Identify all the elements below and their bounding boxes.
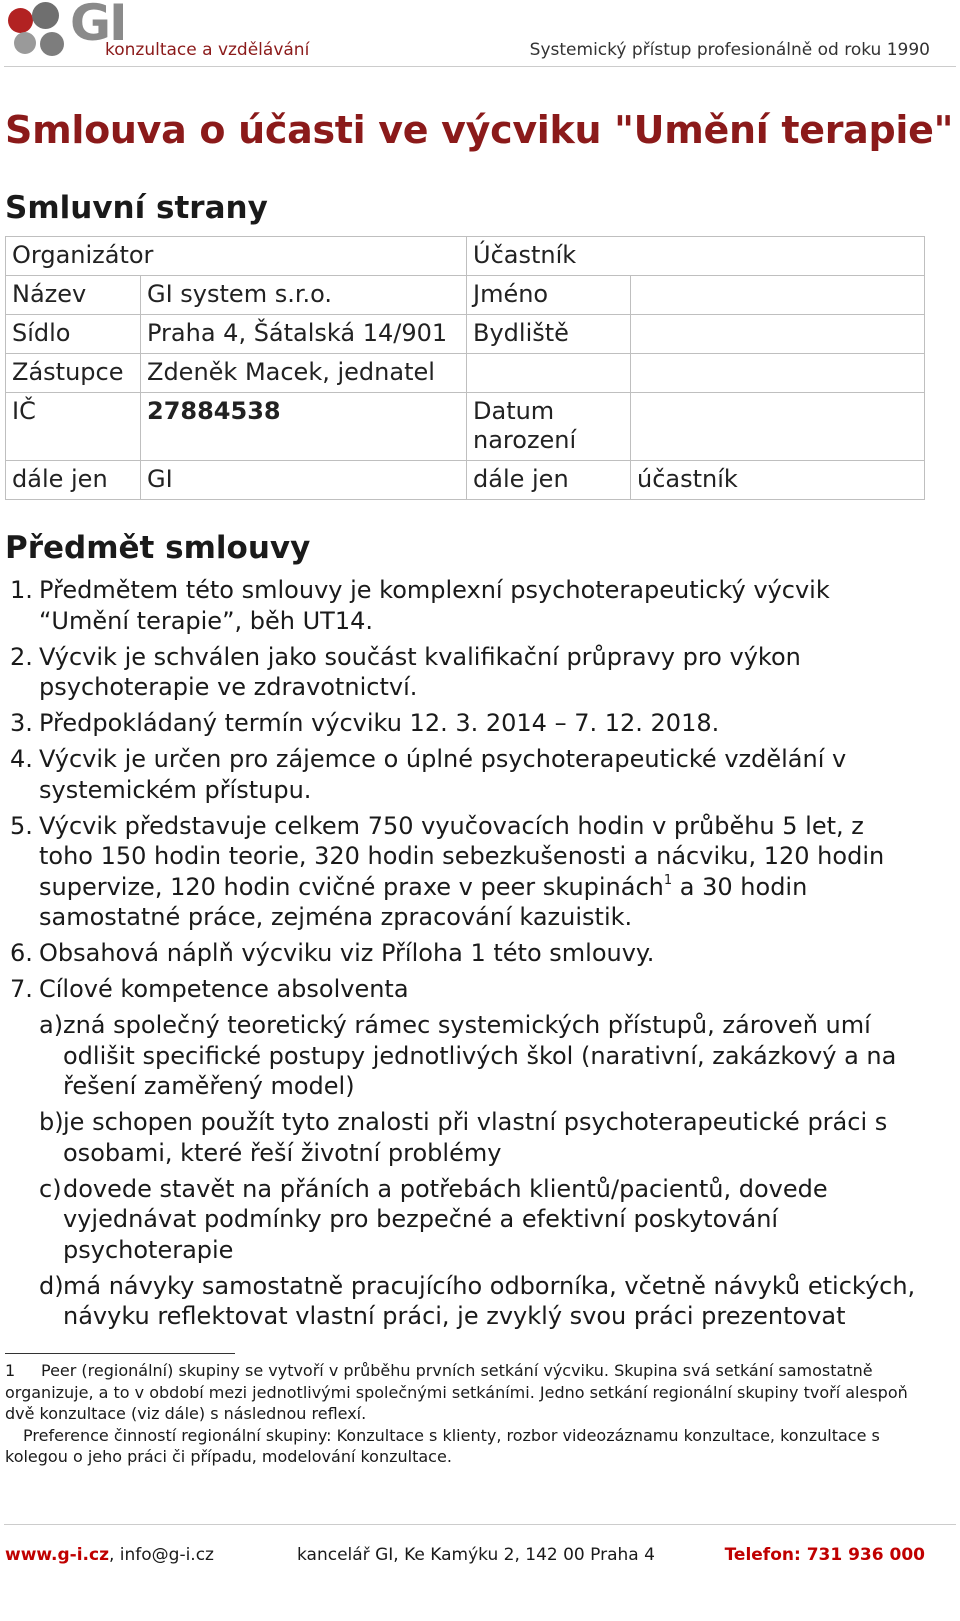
item-text: Výcvik je určen pro zájemce o úplné psychoterapeutické vzdělání v systemickém přístupu.: [39, 745, 847, 804]
logo-text: GI: [70, 0, 126, 52]
table-cell-empty: [631, 276, 925, 315]
item-number: 7.: [10, 975, 33, 1003]
header-tagline: Systemický přístup profesionálně od roku 1990: [529, 40, 930, 60]
footnote-text: Peer (regionální) skupiny se vytvoří v průběhu prvních setkání výcviku. Skupina svá setkání samostatně organizuje, a to v období mezi jednotlivými společnými setkáními. Jedno setkání regionální skupiny tvoří alespoň dvě konzultace (viz dále) s následnou reflexí.: [5, 1361, 908, 1423]
table-cell-empty: [631, 315, 925, 354]
competence-letter: b): [39, 1108, 64, 1136]
table-cell: dále jen: [6, 461, 141, 500]
list-item: [10, 575, 920, 636]
competence-letter: a): [39, 1011, 64, 1039]
footnote: [5, 1360, 920, 1468]
item-number: 3.: [10, 709, 33, 737]
list-item: [10, 744, 920, 805]
footer-address: kancelář GI, Ke Kamýku 2, 142 00 Praha 4: [297, 1545, 655, 1565]
table-row: [6, 237, 925, 276]
logo-dot-gray-3: [40, 32, 64, 56]
list-item: [10, 642, 920, 703]
table-row: [6, 315, 925, 354]
item-text: Cílové kompetence absolventa: [39, 975, 409, 1003]
table-cell-empty: [631, 354, 925, 393]
footnote-paragraph: [5, 1360, 920, 1425]
footer-phone[interactable]: Telefon: 731 936 000: [724, 1545, 925, 1565]
table-cell: Jméno: [467, 276, 631, 315]
table-cell: Praha 4, Šátalská 14/901: [141, 315, 467, 354]
table-row: [6, 461, 925, 500]
parties-heading: Smluvní strany: [5, 190, 268, 226]
table-cell: GI system s.r.o.: [141, 276, 467, 315]
document-title: Smlouva o účasti ve výcviku "Umění terapie": [5, 108, 954, 152]
competence-letter: d): [39, 1271, 64, 1300]
table-cell: Sídlo: [6, 315, 141, 354]
table-cell: dále jen: [467, 461, 631, 500]
table-cell-empty: [467, 354, 631, 393]
logo-dot-red: [8, 8, 33, 33]
table-cell: Datum narození: [467, 393, 631, 461]
item-number: 5.: [10, 811, 33, 840]
table-cell: Zástupce: [6, 354, 141, 393]
table-row: [6, 393, 925, 461]
table-row: [6, 354, 925, 393]
footer-divider: [4, 1524, 956, 1525]
logo-dot-gray-2: [14, 32, 36, 54]
list-item: [10, 811, 920, 933]
item-number: 4.: [10, 745, 33, 773]
table-cell: GI: [141, 461, 467, 500]
table-cell: Účastník: [467, 237, 925, 276]
competence-item: [10, 1107, 920, 1168]
item-text: Obsahová náplň výcviku viz Příloha 1 této smlouvy.: [39, 939, 655, 967]
item-number: 1.: [10, 576, 33, 604]
table-cell: Bydliště: [467, 315, 631, 354]
gi-logo[interactable]: [4, 0, 310, 62]
footnote-separator: [5, 1353, 235, 1354]
item-text: Výcvik je schválen jako součást kvalifikační průpravy pro výkon psychoterapie ve zdravotnictví.: [39, 642, 801, 701]
table-cell-empty: [631, 393, 925, 461]
competence-item: [10, 1174, 920, 1266]
footer-email[interactable]: , info@g-i.cz: [108, 1545, 214, 1565]
page-header: [0, 0, 960, 68]
competence-letter: c): [39, 1174, 62, 1203]
subject-list: [10, 575, 920, 1337]
table-cell: účastník: [631, 461, 925, 500]
footnote-number: 1: [5, 1361, 16, 1380]
footnote-ref[interactable]: 1: [663, 872, 673, 888]
item-number: 2.: [10, 642, 33, 671]
item-number: 6.: [10, 939, 33, 967]
footnote-paragraph: [5, 1425, 920, 1468]
competence-text: dovede stavět na přáních a potřebách klientů/pacientů, dovede vyjednávat podmínky pro bezpečné a efektivní poskytování psychoterapie: [63, 1174, 828, 1264]
competence-item: [10, 1271, 920, 1332]
competence-text: je schopen použít tyto znalosti při vlastní psychoterapeutické práci s osobami, které řeší životní problémy: [63, 1108, 888, 1167]
item-text: Předmětem této smlouvy je komplexní psychoterapeutický výcvik “Umění terapie”, běh UT14.: [39, 576, 830, 635]
competence-text: zná společný teoretický rámec systemických přístupů, zároveň umí odlišit specifické postupy jednotlivých škol (narativní, zakázkový a na řešení zaměřený model): [63, 1011, 897, 1100]
competence-item: [10, 1010, 920, 1102]
competence-text: má návyky samostatně pracujícího odborníka, včetně návyků etických, návyku reflektovat vlastní práci, je zvyklý svou práci prezentovat: [63, 1271, 916, 1330]
parties-table: [5, 236, 925, 500]
footer-web-link[interactable]: www.g-i.cz: [5, 1545, 109, 1565]
table-cell: Organizátor: [6, 237, 467, 276]
item-text: Výcvik představuje celkem 750 vyučovacích hodin v průběhu 5 let, z toho 150 hodin teorie, 320 hodin sebezkušenosti a nácviku, 120 hodin supervize, 120 hodin cvičné praxe v peer skupinách: [39, 811, 885, 901]
subject-heading: Předmět smlouvy: [5, 530, 311, 566]
list-item: [10, 938, 920, 969]
table-cell: Zdeněk Macek, jednatel: [141, 354, 467, 393]
footnote-text: Preference činností regionální skupiny: Konzultace s klienty, rozbor videozáznamu konzultace, konzultace s kolegou o jeho práci či případu, modelování konzultace.: [5, 1425, 880, 1466]
item-text: Předpokládaný termín výcviku 12. 3. 2014 – 7. 12. 2018.: [39, 709, 720, 737]
header-divider: [4, 66, 956, 67]
logo-dot-gray-1: [32, 2, 59, 29]
list-item: [10, 974, 920, 1005]
logo-subtitle: konzultace a vzdělávání: [105, 40, 310, 60]
table-cell-ico: 27884538: [141, 393, 467, 461]
table-row: [6, 276, 925, 315]
footer-contact: [5, 1545, 214, 1565]
item-text-continued: a 30 hodin samostatné práce, zejména zpracování kazuistik.: [39, 872, 808, 931]
table-cell: Název: [6, 276, 141, 315]
table-cell: IČ: [6, 393, 141, 461]
list-item: [10, 708, 920, 739]
